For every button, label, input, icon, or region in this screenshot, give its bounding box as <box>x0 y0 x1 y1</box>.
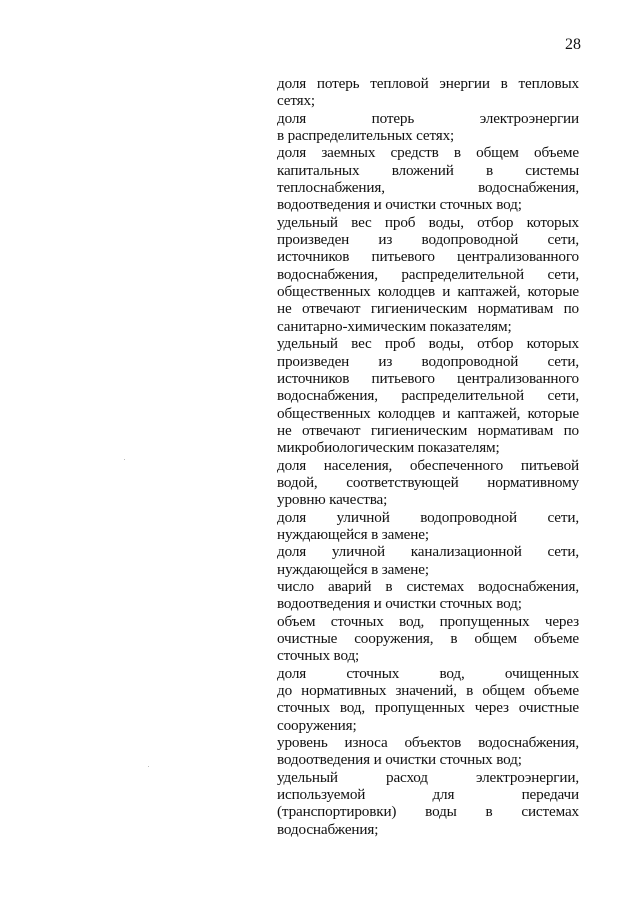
indicator-line: водоснабжения; <box>277 820 379 838</box>
indicator-line: сетях; <box>277 92 316 110</box>
indicator-line: доля потерь тепловой энергии в тепловых <box>277 75 579 92</box>
indicator-line: доля населения, обеспеченного питьевой <box>277 456 579 474</box>
indicator-line: произведен из водопроводной сети, <box>277 352 579 370</box>
indicator-line: удельный вес проб воды, отбор которых <box>277 335 579 353</box>
indicator-line: водоотведения и очистки сточных вод; <box>277 595 522 613</box>
indicator-item <box>277 144 579 213</box>
indicator-line: произведен из водопроводной сети, <box>277 231 579 249</box>
indicator-line: уровню качества; <box>277 491 388 509</box>
indicator-item <box>277 214 579 335</box>
indicator-line: капитальных вложений в системы <box>277 161 579 179</box>
indicator-line: общественных колодцев и каптажей, которые <box>277 283 579 301</box>
indicator-line: водоотведения и очистки сточных вод; <box>277 196 522 214</box>
indicator-line: не отвечают гигиеническим нормативам по <box>277 300 579 318</box>
indicator-line: источников питьевого централизованного <box>277 248 579 266</box>
indicator-line: доля потерь электроэнергии <box>277 109 579 127</box>
indicator-line: используемой для передачи <box>277 786 579 804</box>
indicator-item <box>277 769 579 838</box>
indicator-line: водой, соответствующей нормативному <box>277 473 579 491</box>
indicator-line: водоснабжения, распределительной сети, <box>277 387 579 405</box>
indicator-line: нуждающейся в замене; <box>277 525 429 543</box>
indicator-line: водоснабжения, распределительной сети, <box>277 265 579 283</box>
indicator-item <box>277 509 579 544</box>
indicator-line: доля уличной водопроводной сети, <box>277 508 579 526</box>
indicator-line: нуждающейся в замене; <box>277 560 429 578</box>
indicator-item <box>277 613 579 665</box>
indicator-item <box>277 665 579 734</box>
indicator-item <box>277 75 579 110</box>
indicator-line: сточных вод, пропущенных через очистные <box>277 699 579 717</box>
indicator-item <box>277 110 579 145</box>
indicator-line: сточных вод; <box>277 647 360 665</box>
indicator-item <box>277 543 579 578</box>
indicator-line: до нормативных значений, в общем объеме <box>277 682 579 700</box>
indicator-line: общественных колодцев и каптажей, которые <box>277 404 579 422</box>
scan-speck <box>148 766 149 767</box>
indicator-line: удельный вес проб воды, отбор которых <box>277 213 579 231</box>
indicator-line: микробиологическим показателям; <box>277 439 500 457</box>
indicator-line: сооружения; <box>277 716 357 734</box>
indicator-line: водоотведения и очистки сточных вод; <box>277 751 522 769</box>
indicator-line: теплоснабжения, водоснабжения, <box>277 179 579 197</box>
indicator-list <box>277 75 579 838</box>
indicator-line: объем сточных вод, пропущенных через <box>277 612 579 630</box>
indicator-line: в распределительных сетях; <box>277 127 455 145</box>
indicator-line: доля сточных вод, очищенных <box>277 664 579 682</box>
indicator-line: уровень износа объектов водоснабжения, <box>277 734 579 752</box>
scan-speck <box>124 459 125 460</box>
indicator-line: (транспортировки) воды в системах <box>277 803 579 821</box>
indicator-line: источников питьевого централизованного <box>277 369 579 387</box>
indicator-item <box>277 335 579 456</box>
indicator-item <box>277 457 579 509</box>
indicator-item <box>277 734 579 769</box>
indicator-line: доля уличной канализационной сети, <box>277 543 579 561</box>
indicator-line: очистные сооружения, в общем объеме <box>277 630 579 647</box>
indicator-line: число аварий в системах водоснабжения, <box>277 577 579 595</box>
indicator-line: не отвечают гигиеническим нормативам по <box>277 421 579 439</box>
indicator-line: доля заемных средств в общем объеме <box>277 144 579 162</box>
page-number: 28 <box>565 36 581 53</box>
indicator-line: санитарно-химическим показателям; <box>277 317 512 335</box>
indicator-item <box>277 578 579 613</box>
indicator-line: удельный расход электроэнергии, <box>277 768 579 786</box>
